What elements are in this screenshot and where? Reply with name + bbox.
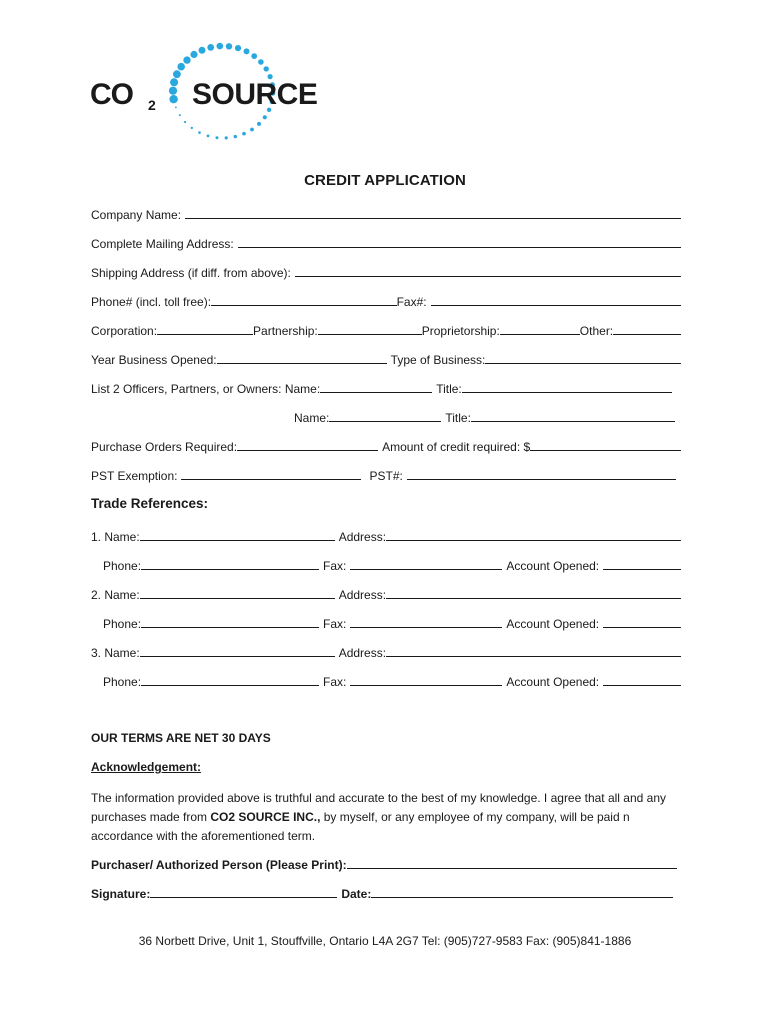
partnership-label: Partnership: xyxy=(253,324,318,338)
trade-ref-2-phone-label: Phone: xyxy=(103,617,142,631)
signature-label: Signature: xyxy=(91,887,151,901)
trade-ref-2-name-label: 2. Name: xyxy=(91,588,140,602)
logo-dot xyxy=(183,56,190,63)
signature-line[interactable] xyxy=(150,897,337,898)
trade-ref-3-opened-label: Account Opened: xyxy=(506,675,600,689)
trade-ref-2-opened-label: Account Opened: xyxy=(506,617,600,631)
trade-ref-3-address-line[interactable] xyxy=(386,656,681,657)
officer-1-name-line[interactable] xyxy=(320,392,432,393)
fax-line[interactable] xyxy=(431,305,681,306)
trade-ref-3-address-label: Address: xyxy=(338,646,387,660)
shipping-address-line[interactable] xyxy=(295,276,681,277)
company-name-label: Company Name: xyxy=(91,208,182,222)
logo-dot xyxy=(235,45,241,51)
pst-exemption-label: PST Exemption: xyxy=(91,469,178,483)
date-label: Date: xyxy=(341,887,372,901)
trade-ref-2-fax-line[interactable] xyxy=(350,627,502,628)
officer-2-name-line[interactable] xyxy=(329,421,441,422)
trade-ref-1-contact-row xyxy=(103,555,681,573)
company-name-row xyxy=(91,204,681,222)
trade-ref-2-opened-line[interactable] xyxy=(603,627,681,628)
signature-row xyxy=(91,883,673,901)
co2-source-logo-graphic xyxy=(88,40,378,140)
logo-dot xyxy=(234,135,237,138)
trade-ref-2-address-line[interactable] xyxy=(386,598,681,599)
pst-row xyxy=(91,465,676,483)
footer-address: 36 Norbett Drive, Unit 1, Stouffville, Ontario L4A 2G7 Tel: (905)727-9583 Fax: (905)841-1886 xyxy=(138,934,632,948)
svg-text:2: 2 xyxy=(148,97,156,113)
logo-dot xyxy=(173,70,181,78)
logo-dot xyxy=(264,66,269,71)
trade-ref-1-fax-label: Fax: xyxy=(323,559,347,573)
date-line[interactable] xyxy=(371,897,673,898)
logo-dot xyxy=(263,115,267,119)
trade-ref-2-contact-row xyxy=(103,613,681,631)
acknowledgement-text xyxy=(91,789,671,846)
mailing-address-row xyxy=(91,233,681,251)
trade-ref-2-address-label: Address: xyxy=(338,588,387,602)
officer-2-title-label: Title: xyxy=(445,411,471,425)
officer-2-row xyxy=(294,407,675,425)
officers-label: List 2 Officers, Partners, or Owners: Name: xyxy=(91,382,321,396)
trade-ref-3-phone-line[interactable] xyxy=(141,685,319,686)
logo-dot xyxy=(244,48,250,54)
trade-ref-3-opened-line[interactable] xyxy=(603,685,681,686)
corporation-line[interactable] xyxy=(157,334,253,335)
trade-ref-1-name-line[interactable] xyxy=(140,540,335,541)
svg-text:CO: CO xyxy=(90,78,133,111)
purchase-orders-line[interactable] xyxy=(237,450,378,451)
year-type-row xyxy=(91,349,681,367)
acknowledgement-text-part1: The information provided above is truthful and accurate to the best of my knowledge. I agree that all and any purchases made from xyxy=(91,791,667,824)
phone-fax-row xyxy=(91,291,681,309)
purchaser-row xyxy=(91,854,677,872)
logo-dot xyxy=(258,59,264,65)
pst-exemption-line[interactable] xyxy=(181,479,361,480)
logo-dot xyxy=(191,127,193,129)
officer-2-name-label: Name: xyxy=(294,411,330,425)
shipping-address-row xyxy=(91,262,681,280)
trade-ref-1-opened-line[interactable] xyxy=(603,569,681,570)
trade-ref-2-phone-line[interactable] xyxy=(141,627,319,628)
officer-1-title-label: Title: xyxy=(436,382,462,396)
trade-ref-2-fax-label: Fax: xyxy=(323,617,347,631)
trade-ref-3-fax-label: Fax: xyxy=(323,675,347,689)
trade-ref-1-fax-line[interactable] xyxy=(350,569,502,570)
page-title: CREDIT APPLICATION xyxy=(304,172,466,189)
company-name-line[interactable] xyxy=(185,218,681,219)
other-line[interactable] xyxy=(613,334,681,335)
phone-label: Phone# (incl. toll free): xyxy=(91,295,212,309)
logo-dot xyxy=(177,63,185,71)
trade-references-heading: Trade References: xyxy=(91,496,209,511)
trade-ref-1-phone-line[interactable] xyxy=(141,569,319,570)
logo-dot xyxy=(169,87,177,95)
logo-dot xyxy=(169,95,177,103)
logo-dot xyxy=(250,128,254,132)
logo-dot xyxy=(257,122,261,126)
trade-ref-3-contact-row xyxy=(103,671,681,689)
trade-ref-3-name-label: 3. Name: xyxy=(91,646,140,660)
logo-dot xyxy=(216,136,219,139)
proprietorship-label: Proprietorship: xyxy=(421,324,500,338)
trade-ref-1-opened-label: Account Opened: xyxy=(506,559,600,573)
credit-amount-label: Amount of credit required: $ xyxy=(382,440,531,454)
svg-text:SOURCE: SOURCE xyxy=(192,78,318,111)
trade-ref-1-address-line[interactable] xyxy=(386,540,681,541)
fax-label: Fax#: xyxy=(396,295,427,309)
pst-number-line[interactable] xyxy=(407,479,676,480)
trade-ref-2-name-row xyxy=(91,584,681,602)
trade-ref-3-fax-line[interactable] xyxy=(350,685,502,686)
acknowledgement-company: CO2 SOURCE INC., xyxy=(210,810,321,824)
business-type-line[interactable] xyxy=(485,363,681,364)
officer-1-row xyxy=(91,378,672,396)
logo-dot xyxy=(179,114,181,116)
officer-2-title-line[interactable] xyxy=(471,421,675,422)
logo-dot xyxy=(184,121,186,123)
logo-dot xyxy=(198,131,201,134)
trade-ref-1-name-row xyxy=(91,526,681,544)
acknowledgement-text-part2: by myself, or any employee of my company, will be paid n accordance with the aforementioned term. xyxy=(91,810,630,843)
purchaser-line[interactable] xyxy=(347,868,677,869)
purchase-orders-label: Purchase Orders Required: xyxy=(91,440,238,454)
other-label: Other: xyxy=(579,324,614,338)
corporation-label: Corporation: xyxy=(91,324,158,338)
logo-dot xyxy=(251,53,257,59)
phone-line[interactable] xyxy=(211,305,397,306)
trade-ref-3-name-row xyxy=(91,642,681,660)
logo-dot xyxy=(225,136,228,139)
trade-ref-1-name-label: 1. Name: xyxy=(91,530,140,544)
logo-dot xyxy=(207,135,210,138)
trade-ref-3-name-line[interactable] xyxy=(140,656,335,657)
business-type-label: Type of Business: xyxy=(390,353,486,367)
logo-dot xyxy=(242,132,246,136)
trade-ref-3-phone-label: Phone: xyxy=(103,675,142,689)
logo-dot xyxy=(199,47,206,54)
logo-dot xyxy=(175,107,177,109)
purchaser-label: Purchaser/ Authorized Person (Please Print): xyxy=(91,858,347,872)
trade-ref-1-phone-label: Phone: xyxy=(103,559,142,573)
trade-ref-1-address-label: Address: xyxy=(338,530,387,544)
logo-dot xyxy=(190,51,197,58)
shipping-address-label: Shipping Address (if diff. from above): xyxy=(91,266,291,280)
acknowledgement-heading: Acknowledgement: xyxy=(91,760,202,774)
partnership-line[interactable] xyxy=(318,334,422,335)
logo-dot xyxy=(207,44,214,51)
company-logo xyxy=(88,40,378,140)
officer-1-title-line[interactable] xyxy=(462,392,672,393)
logo-dot xyxy=(170,78,178,86)
year-opened-label: Year Business Opened: xyxy=(91,353,217,367)
logo-dot xyxy=(217,43,224,50)
mailing-address-label: Complete Mailing Address: xyxy=(91,237,234,251)
year-opened-line[interactable] xyxy=(217,363,387,364)
terms-statement: OUR TERMS ARE NET 30 DAYS xyxy=(91,731,271,745)
purchase-credit-row xyxy=(91,436,681,454)
credit-amount-line[interactable] xyxy=(530,450,681,451)
business-structure-row xyxy=(91,320,681,338)
mailing-address-line[interactable] xyxy=(238,247,681,248)
logo-dot xyxy=(226,43,232,49)
pst-number-label: PST#: xyxy=(369,469,403,483)
proprietorship-line[interactable] xyxy=(500,334,580,335)
trade-ref-2-name-line[interactable] xyxy=(140,598,335,599)
